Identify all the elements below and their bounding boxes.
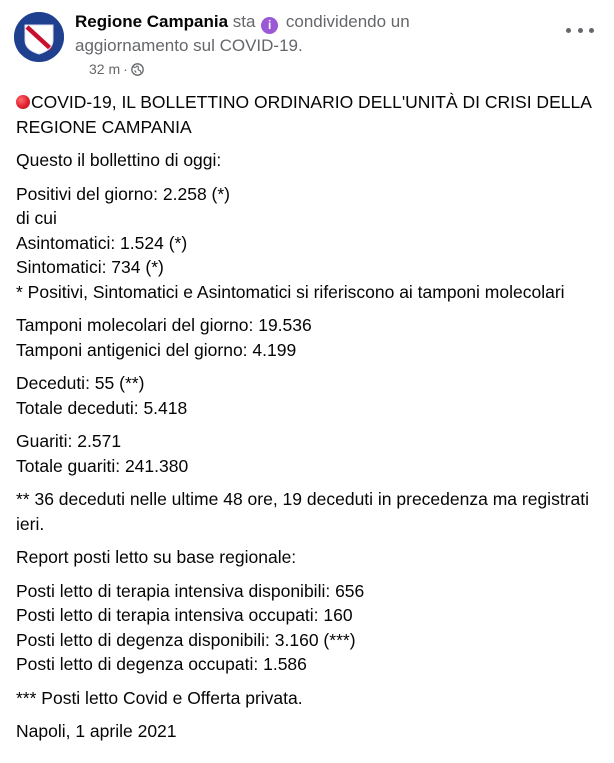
deceduti-paragraph xyxy=(16,371,601,420)
posti-letto-paragraph xyxy=(16,579,601,677)
guariti-paragraph xyxy=(16,429,601,478)
post-headline xyxy=(16,90,601,139)
positivi-footnote: * Positivi, Sintomatici e Asintomatici si riferiscono ai tamponi molecolari xyxy=(16,281,565,302)
more-options-icon[interactable] xyxy=(566,22,594,38)
headline-text: COVID-19, IL BOLLETTINO ORDINARIO DELL'UNITÀ DI CRISI DELLA REGIONE CAMPANIA xyxy=(16,92,591,137)
positives-paragraph xyxy=(16,182,601,305)
tamponi-paragraph xyxy=(16,313,601,362)
activity-text: condividendo un aggiornamento sul COVID-19. xyxy=(75,12,410,55)
info-icon: i xyxy=(261,17,278,34)
post-attribution xyxy=(75,10,515,57)
page-avatar[interactable] xyxy=(14,12,64,62)
deceduti-footnote: ** 36 deceduti nelle ultime 48 ore, 19 deceduti in precedenza ma registrati ieri. xyxy=(16,489,589,534)
meta-separator: · xyxy=(123,61,128,77)
di-cui-line: di cui xyxy=(16,208,57,228)
tamponi-molecolari-line: Tamponi molecolari del giorno: 19.536 xyxy=(16,315,312,335)
positivi-line: Positivi del giorno: 2.258 (*) xyxy=(16,183,230,204)
post-timestamp[interactable]: 32 m xyxy=(89,61,121,77)
degenza-occupati-line: Posti letto di degenza occupati: 1.586 xyxy=(16,654,307,674)
totale-deceduti-line: Totale deceduti: 5.418 xyxy=(16,397,188,418)
degenza-disponibili-line: Posti letto di degenza disponibili: 3.160 (***) xyxy=(16,629,356,650)
ti-occupati-line: Posti letto di terapia intensiva occupati: 160 xyxy=(16,605,353,625)
deceduti-line: Deceduti: 55 (**) xyxy=(16,373,145,393)
posti-footnote: *** Posti letto Covid e Offerta privata. xyxy=(16,687,303,708)
report-title-paragraph xyxy=(16,545,601,570)
more-dot xyxy=(589,28,594,33)
post-body xyxy=(16,90,601,753)
more-dot xyxy=(566,28,571,33)
deceduti-footnote-paragraph xyxy=(16,487,601,536)
intro-text: Questo il bollettino di oggi: xyxy=(16,150,222,170)
sintomatici-line: Sintomatici: 734 (*) xyxy=(16,257,164,277)
globe-icon[interactable] xyxy=(131,63,144,76)
post-header xyxy=(14,10,604,80)
asintomatici-line: Asintomatici: 1.524 (*) xyxy=(16,232,188,253)
ti-disponibili-line: Posti letto di terapia intensiva disponibili: 656 xyxy=(16,580,365,601)
page-name-link[interactable]: Regione Campania xyxy=(75,12,229,31)
more-dot xyxy=(578,28,583,33)
posti-footnote-paragraph xyxy=(16,686,601,711)
coat-of-arms-icon xyxy=(14,12,64,62)
post-meta xyxy=(89,60,144,78)
intro-paragraph xyxy=(16,148,601,173)
signature-paragraph xyxy=(16,719,601,744)
post-signature: Napoli, 1 aprile 2021 xyxy=(16,721,177,741)
totale-guariti-line: Totale guariti: 241.380 xyxy=(16,455,189,476)
red-circle-icon xyxy=(16,95,30,109)
guariti-line: Guariti: 2.571 xyxy=(16,431,122,451)
tamponi-antigenici-line: Tamponi antigenici del giorno: 4.199 xyxy=(16,339,297,360)
report-title: Report posti letto su base regionale: xyxy=(16,547,297,567)
activity-prefix: sta xyxy=(228,12,261,31)
